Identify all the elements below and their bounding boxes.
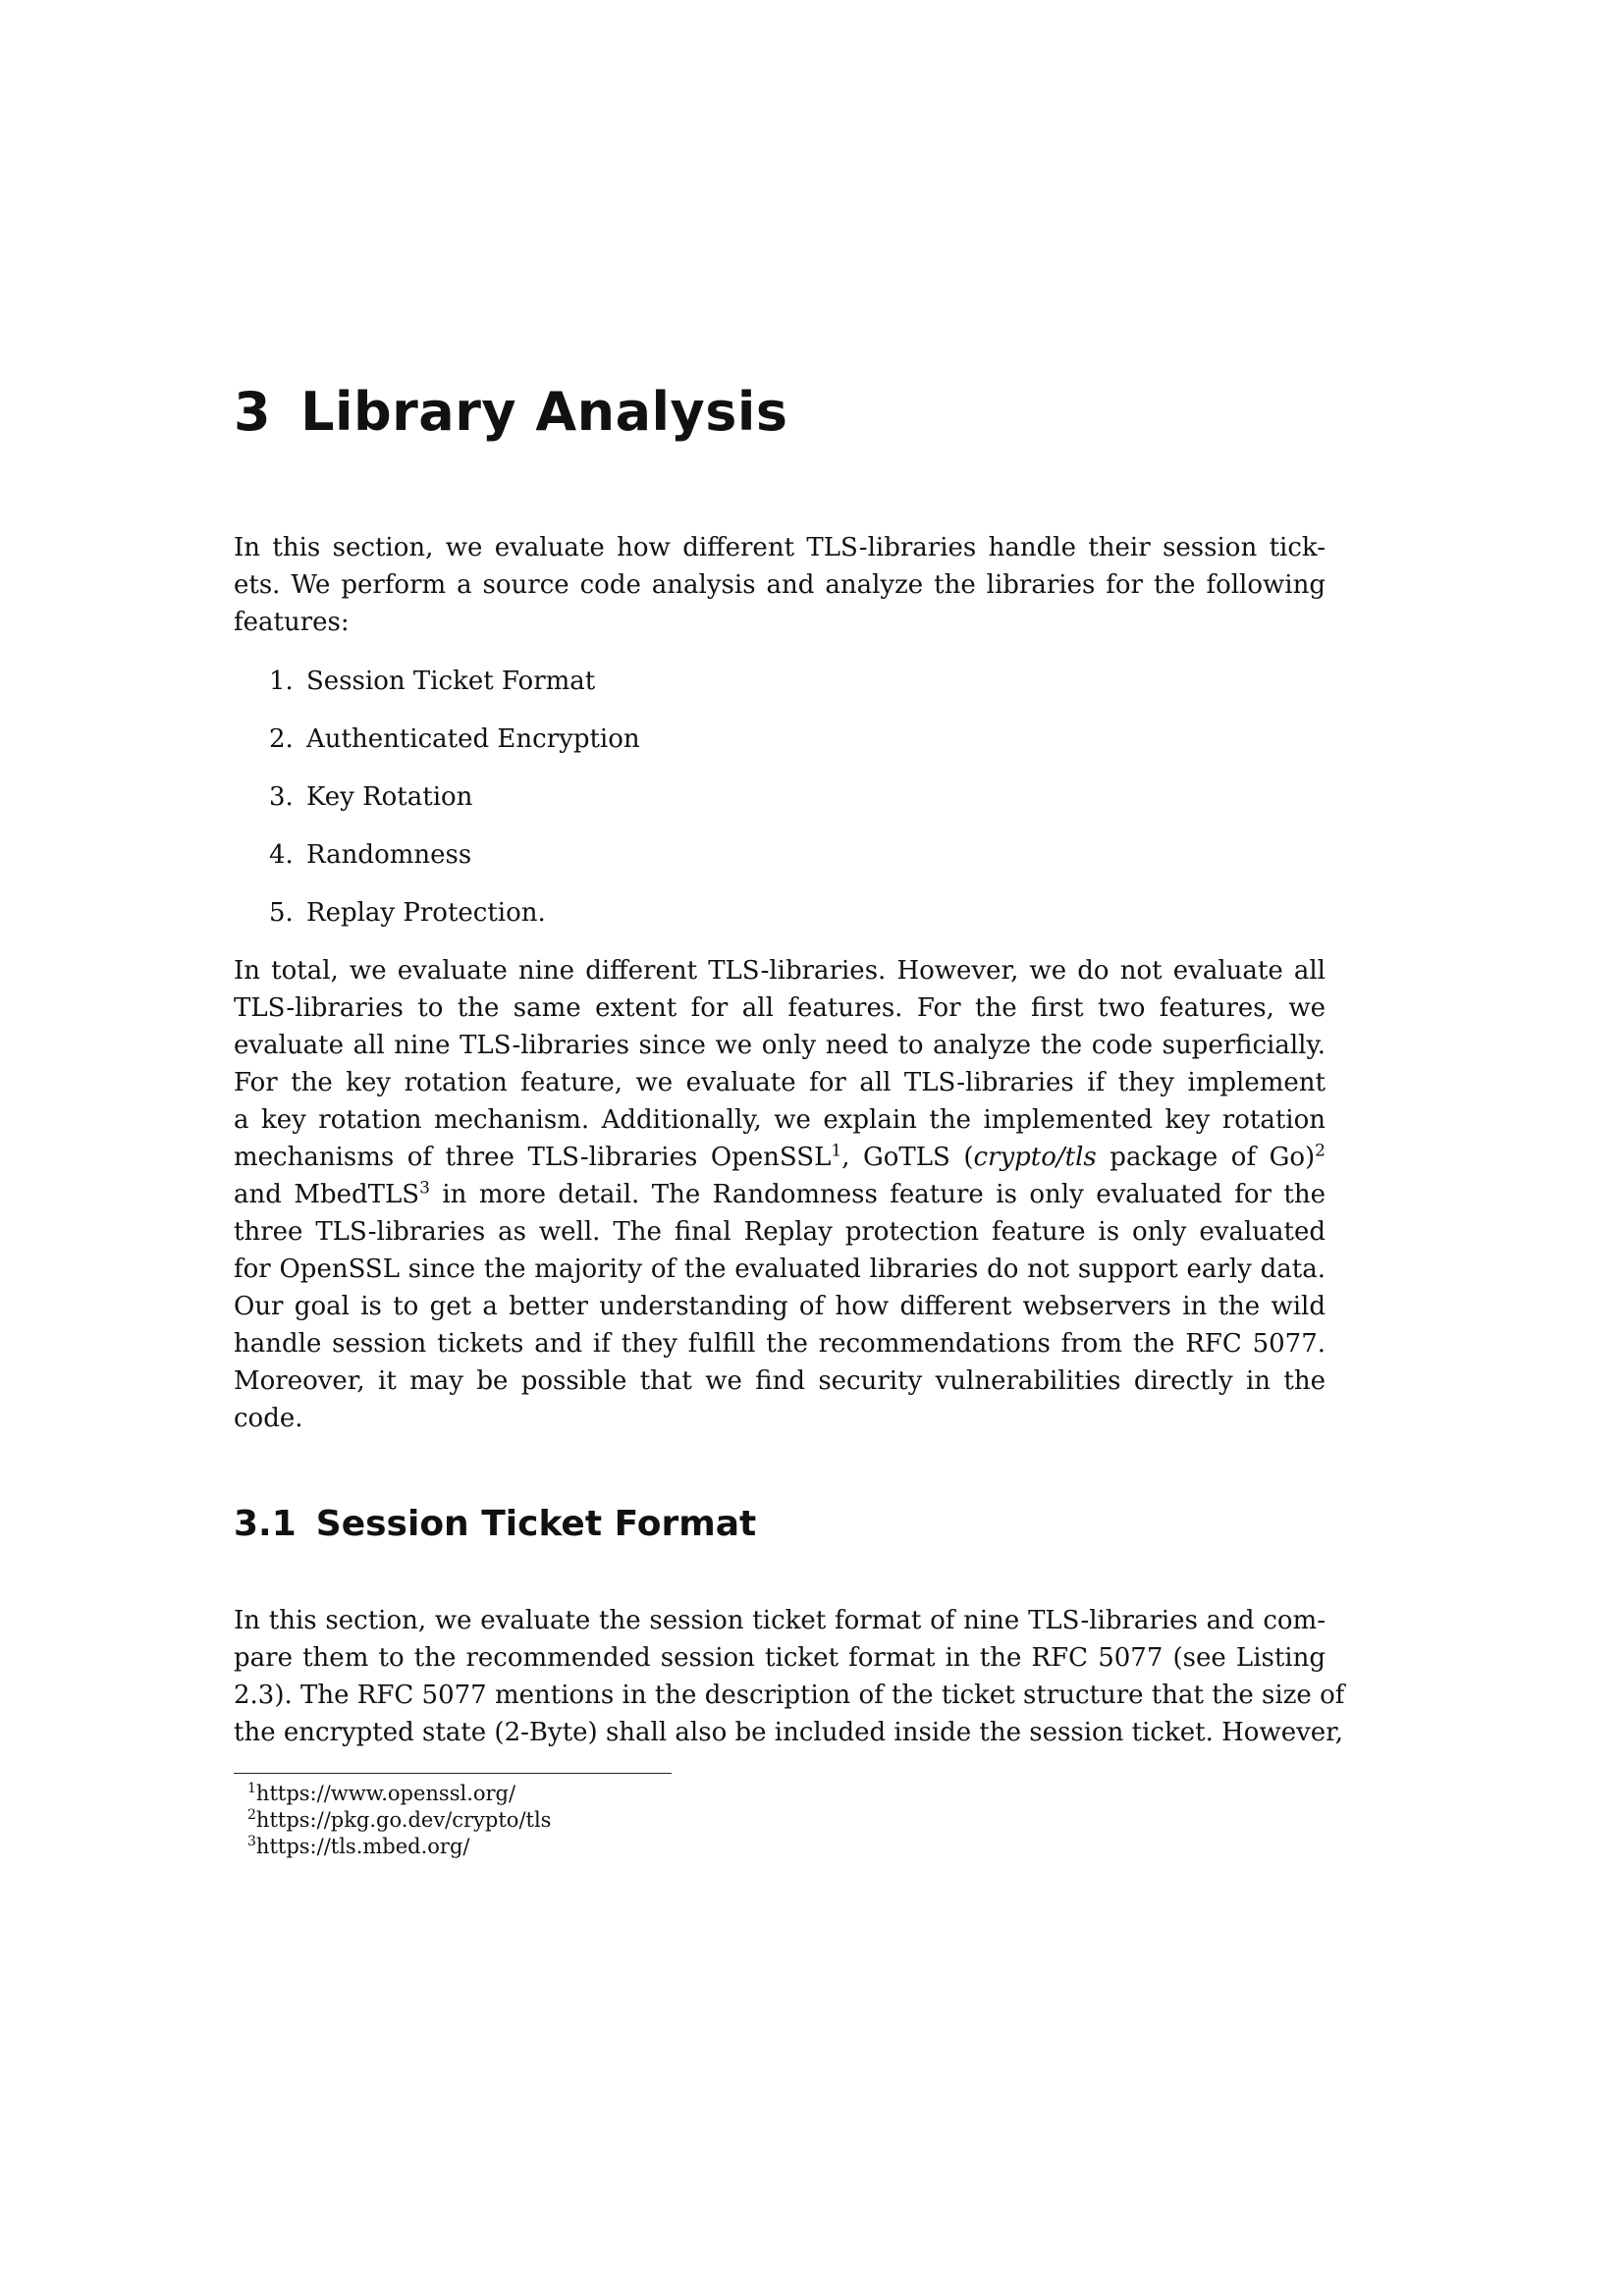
feature-list <box>269 663 640 952</box>
section-line: the encrypted state (2-Byte) shall also be included inside the session ticket. However, <box>234 1718 1343 1747</box>
intro-line: features: <box>234 608 350 637</box>
footnote-number: 3 <box>247 1834 256 1849</box>
list-item-label: Session Ticket Format <box>306 667 596 696</box>
footnote-number: 2 <box>247 1807 256 1823</box>
list-item <box>269 894 640 952</box>
list-item <box>269 778 640 836</box>
intro-line: ets. We perform a source code analysis and analyze the libraries for the following <box>234 570 1326 600</box>
main-line: three TLS-libraries as well. The final Replay protection feature is only evaluated <box>234 1217 1326 1247</box>
footnote-ref-2[interactable]: 2 <box>1315 1141 1326 1161</box>
list-item-number: 3. <box>269 782 294 812</box>
footnote <box>247 1781 551 1807</box>
footnote-link[interactable]: https://tls.mbed.org/ <box>255 1835 470 1858</box>
footnote-ref-1[interactable]: 1 <box>831 1141 842 1161</box>
main-line-with-footnotes <box>234 1139 1326 1176</box>
main-text: in more detail. The Randomness feature is only evaluated for the <box>429 1180 1326 1209</box>
intro-paragraph <box>234 529 1326 641</box>
main-line: code. <box>234 1404 303 1433</box>
list-item-label: Randomness <box>306 840 472 870</box>
chapter-heading <box>234 383 788 442</box>
footnote <box>247 1834 551 1860</box>
main-line: a key rotation mechanism. Additionally, we explain the implemented key rotation <box>234 1105 1326 1135</box>
list-item-label: Replay Protection. <box>306 898 546 928</box>
list-item-number: 1. <box>269 667 294 696</box>
intro-line: In this section, we evaluate how different TLS-libraries handle their session tick- <box>234 533 1326 562</box>
list-item-number: 2. <box>269 724 294 754</box>
section-heading <box>234 1504 756 1545</box>
section-paragraph <box>234 1602 1345 1751</box>
main-line: for OpenSSL since the majority of the evaluated libraries do not support early data. <box>234 1255 1326 1284</box>
section-line: 2.3). The RFC 5077 mentions in the description of the ticket structure that the size of <box>234 1681 1345 1710</box>
section-line: In this section, we evaluate the session ticket format of nine TLS-libraries and com- <box>234 1606 1326 1635</box>
main-line: In total, we evaluate nine different TLS-libraries. However, we do not evaluate all <box>234 956 1326 986</box>
main-line: For the key rotation feature, we evaluate for all TLS-libraries if they implement <box>234 1068 1326 1097</box>
main-line: TLS-libraries to the same extent for all features. For the first two features, we <box>234 993 1326 1023</box>
list-item <box>269 721 640 778</box>
footnote-number: 1 <box>247 1781 256 1796</box>
footnote-link[interactable]: https://pkg.go.dev/crypto/tls <box>255 1808 552 1832</box>
footnote-divider <box>234 1773 672 1774</box>
list-item-label: Key Rotation <box>306 782 473 812</box>
package-name: crypto/tls <box>973 1143 1097 1172</box>
main-line-with-footnote <box>234 1176 1326 1213</box>
main-line: evaluate all nine TLS-libraries since we only need to analyze the code superficially. <box>234 1031 1326 1060</box>
main-line: Moreover, it may be possible that we find security vulnerabilities directly in the <box>234 1366 1326 1396</box>
chapter-title: Library Analysis <box>300 381 788 443</box>
main-paragraph <box>234 952 1326 1437</box>
footnotes <box>247 1781 551 1860</box>
list-item <box>269 663 640 721</box>
footnote-ref-3[interactable]: 3 <box>419 1178 430 1199</box>
main-text: , GoTLS ( <box>841 1143 974 1172</box>
section-number: 3.1 <box>234 1504 297 1544</box>
main-text: mechanisms of three TLS-libraries OpenSSL <box>234 1143 832 1172</box>
footnote-link[interactable]: https://www.openssl.org/ <box>255 1782 516 1805</box>
list-item-number: 5. <box>269 898 294 928</box>
main-text: package of Go) <box>1096 1143 1316 1172</box>
section-title: Session Ticket Format <box>315 1504 757 1544</box>
footnote <box>247 1807 551 1834</box>
main-line: handle session tickets and if they fulfill the recommendations from the RFC 5077. <box>234 1329 1326 1359</box>
chapter-number: 3 <box>234 381 272 443</box>
section-line: pare them to the recommended session ticket format in the RFC 5077 (see Listing <box>234 1643 1326 1673</box>
list-item-number: 4. <box>269 840 294 870</box>
list-item-label: Authenticated Encryption <box>306 724 640 754</box>
list-item <box>269 836 640 894</box>
main-line: Our goal is to get a better understanding of how different webservers in the wild <box>234 1292 1326 1321</box>
main-text: and MbedTLS <box>234 1180 420 1209</box>
